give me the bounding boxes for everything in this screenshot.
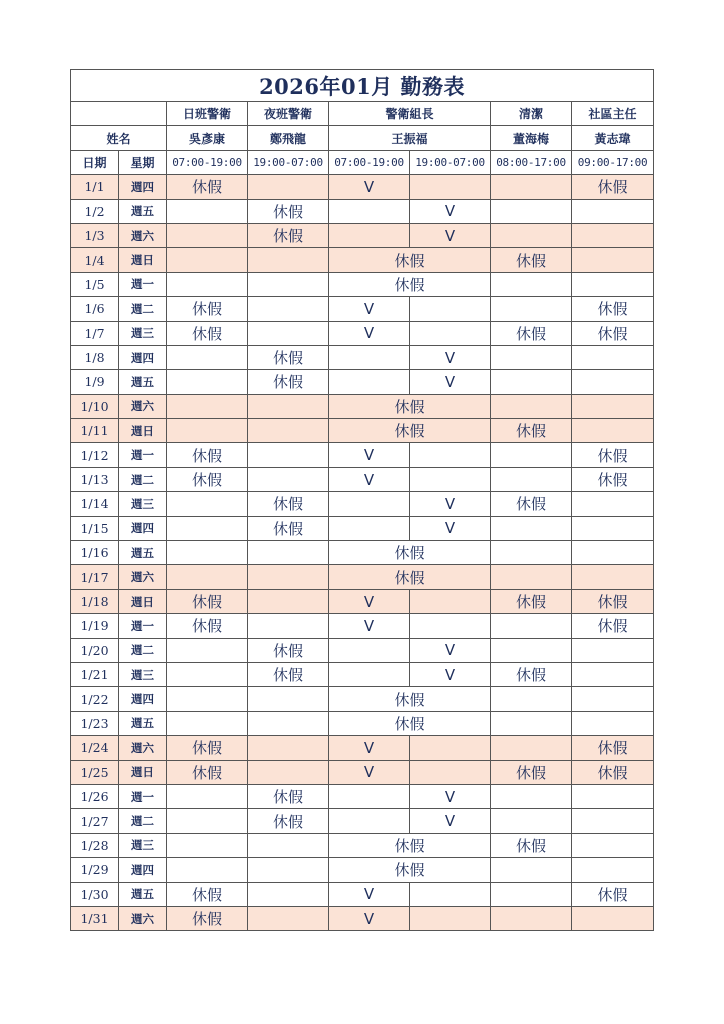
cleaning-cell bbox=[491, 858, 572, 882]
weekday-cell: 週五 bbox=[119, 882, 167, 906]
night-guard-hours: 19:00-07:00 bbox=[248, 150, 329, 174]
manager-cell bbox=[572, 541, 654, 565]
cleaning-cell bbox=[491, 345, 572, 369]
leader-night-duty-cell bbox=[410, 589, 491, 613]
leader-day-duty-cell bbox=[329, 638, 410, 662]
weekday-cell: 週五 bbox=[119, 370, 167, 394]
date-cell: 1/12 bbox=[71, 443, 119, 467]
manager-cell bbox=[572, 272, 654, 296]
weekday-cell: 週六 bbox=[119, 736, 167, 760]
night-guard-cell bbox=[248, 614, 329, 638]
day-guard-cell bbox=[167, 272, 248, 296]
date-cell: 1/20 bbox=[71, 638, 119, 662]
night-guard-cell bbox=[248, 248, 329, 272]
cleaning-cell bbox=[491, 736, 572, 760]
cleaning-cell bbox=[491, 638, 572, 662]
date-cell: 1/22 bbox=[71, 687, 119, 711]
leader-night-duty-cell bbox=[410, 760, 491, 784]
day-guard-cell bbox=[167, 419, 248, 443]
cleaning-cell bbox=[491, 614, 572, 638]
leader-night-duty-cell: V bbox=[410, 662, 491, 686]
manager-cell bbox=[572, 784, 654, 808]
guard-leader-leave-cell: 休假 bbox=[329, 419, 491, 443]
day-guard-hours: 07:00-19:00 bbox=[167, 150, 248, 174]
weekday-cell: 週二 bbox=[119, 809, 167, 833]
manager-cell: 休假 bbox=[572, 736, 654, 760]
leader-day-duty-cell: V bbox=[329, 175, 410, 199]
leader-day-duty-cell: V bbox=[329, 321, 410, 345]
manager-cell bbox=[572, 370, 654, 394]
date-cell: 1/13 bbox=[71, 467, 119, 491]
cleaning-cell bbox=[491, 223, 572, 247]
role-cleaning: 清潔 bbox=[491, 102, 572, 126]
manager-cell bbox=[572, 394, 654, 418]
date-cell: 1/19 bbox=[71, 614, 119, 638]
date-cell: 1/6 bbox=[71, 297, 119, 321]
cleaning-cell bbox=[491, 784, 572, 808]
guard-leader-leave-cell: 休假 bbox=[329, 394, 491, 418]
leader-day-duty-cell bbox=[329, 492, 410, 516]
leader-night-duty-cell: V bbox=[410, 784, 491, 808]
names-label: 姓名 bbox=[71, 126, 167, 150]
table-row bbox=[71, 541, 654, 565]
leader-day-duty-cell bbox=[329, 809, 410, 833]
leader-night-duty-cell bbox=[410, 443, 491, 467]
duty-roster-sheet bbox=[70, 69, 653, 931]
cleaning-cell bbox=[491, 297, 572, 321]
date-cell: 1/27 bbox=[71, 809, 119, 833]
table-row bbox=[71, 662, 654, 686]
date-cell: 1/30 bbox=[71, 882, 119, 906]
table-row bbox=[71, 736, 654, 760]
manager-cell: 休假 bbox=[572, 443, 654, 467]
manager-cell bbox=[572, 565, 654, 589]
table-row bbox=[71, 199, 654, 223]
manager-cell bbox=[572, 662, 654, 686]
cleaning-cell: 休假 bbox=[491, 833, 572, 857]
date-cell: 1/2 bbox=[71, 199, 119, 223]
weekday-cell: 週三 bbox=[119, 492, 167, 516]
leader-night-duty-cell: V bbox=[410, 638, 491, 662]
night-guard-cell: 休假 bbox=[248, 516, 329, 540]
role-guard-leader: 警衛組長 bbox=[329, 102, 491, 126]
leader-day-duty-cell: V bbox=[329, 589, 410, 613]
manager-cell bbox=[572, 199, 654, 223]
role-night-guard: 夜班警衛 bbox=[248, 102, 329, 126]
table-row bbox=[71, 760, 654, 784]
date-header: 日期 bbox=[71, 150, 119, 174]
cleaning-cell bbox=[491, 370, 572, 394]
day-guard-cell bbox=[167, 199, 248, 223]
night-guard-cell: 休假 bbox=[248, 199, 329, 223]
date-cell: 1/14 bbox=[71, 492, 119, 516]
title-row bbox=[71, 70, 654, 102]
table-row bbox=[71, 858, 654, 882]
leader-night-duty-cell: V bbox=[410, 809, 491, 833]
cleaning-cell bbox=[491, 809, 572, 833]
cleaning-cell bbox=[491, 272, 572, 296]
day-guard-cell bbox=[167, 516, 248, 540]
leader-night-duty-cell: V bbox=[410, 345, 491, 369]
date-cell: 1/10 bbox=[71, 394, 119, 418]
weekday-cell: 週四 bbox=[119, 345, 167, 369]
guard-leader-leave-cell: 休假 bbox=[329, 687, 491, 711]
cleaning-cell bbox=[491, 906, 572, 930]
role-blank-cell bbox=[71, 102, 167, 126]
date-cell: 1/1 bbox=[71, 175, 119, 199]
leader-day-duty-cell bbox=[329, 199, 410, 223]
day-guard-cell bbox=[167, 638, 248, 662]
guard-leader-leave-cell: 休假 bbox=[329, 565, 491, 589]
table-row bbox=[71, 175, 654, 199]
date-cell: 1/18 bbox=[71, 589, 119, 613]
leader-night-duty-cell bbox=[410, 467, 491, 491]
night-guard-cell: 休假 bbox=[248, 809, 329, 833]
leader-night-duty-cell: V bbox=[410, 223, 491, 247]
night-guard-cell bbox=[248, 565, 329, 589]
weekday-cell: 週六 bbox=[119, 565, 167, 589]
weekday-cell: 週日 bbox=[119, 589, 167, 613]
manager-cell: 休假 bbox=[572, 760, 654, 784]
manager-cell bbox=[572, 516, 654, 540]
date-cell: 1/9 bbox=[71, 370, 119, 394]
day-guard-cell bbox=[167, 662, 248, 686]
leader-night-duty-cell bbox=[410, 614, 491, 638]
date-cell: 1/7 bbox=[71, 321, 119, 345]
weekday-cell: 週四 bbox=[119, 687, 167, 711]
night-guard-cell bbox=[248, 175, 329, 199]
date-cell: 1/26 bbox=[71, 784, 119, 808]
date-cell: 1/21 bbox=[71, 662, 119, 686]
cleaning-cell bbox=[491, 882, 572, 906]
weekday-cell: 週一 bbox=[119, 272, 167, 296]
leader-day-duty-cell: V bbox=[329, 906, 410, 930]
day-guard-cell bbox=[167, 833, 248, 857]
day-guard-cell bbox=[167, 858, 248, 882]
table-row bbox=[71, 345, 654, 369]
cleaning-cell bbox=[491, 467, 572, 491]
leader-night-duty-cell bbox=[410, 906, 491, 930]
night-guard-cell: 休假 bbox=[248, 345, 329, 369]
day-guard-cell: 休假 bbox=[167, 906, 248, 930]
night-guard-cell bbox=[248, 906, 329, 930]
day-guard-cell: 休假 bbox=[167, 882, 248, 906]
leader-day-duty-cell bbox=[329, 370, 410, 394]
table-row bbox=[71, 687, 654, 711]
date-cell: 1/8 bbox=[71, 345, 119, 369]
manager-cell bbox=[572, 687, 654, 711]
night-guard-cell bbox=[248, 443, 329, 467]
table-row bbox=[71, 443, 654, 467]
night-guard-cell bbox=[248, 272, 329, 296]
name-manager: 黃志瑋 bbox=[572, 126, 654, 150]
table-row bbox=[71, 419, 654, 443]
leader-day-duty-cell bbox=[329, 516, 410, 540]
night-guard-cell bbox=[248, 321, 329, 345]
weekday-cell: 週五 bbox=[119, 711, 167, 735]
date-cell: 1/24 bbox=[71, 736, 119, 760]
weekday-cell: 週三 bbox=[119, 833, 167, 857]
night-guard-cell: 休假 bbox=[248, 662, 329, 686]
date-cell: 1/4 bbox=[71, 248, 119, 272]
weekday-cell: 週六 bbox=[119, 394, 167, 418]
name-guard-leader: 王振福 bbox=[329, 126, 491, 150]
cleaning-cell: 休假 bbox=[491, 419, 572, 443]
weekday-cell: 週三 bbox=[119, 321, 167, 345]
cleaning-cell: 休假 bbox=[491, 321, 572, 345]
manager-cell: 休假 bbox=[572, 175, 654, 199]
weekday-cell: 週一 bbox=[119, 784, 167, 808]
guard-leader-leave-cell: 休假 bbox=[329, 248, 491, 272]
cleaning-cell bbox=[491, 565, 572, 589]
table-row bbox=[71, 492, 654, 516]
table-row bbox=[71, 565, 654, 589]
leader-night-duty-cell: V bbox=[410, 492, 491, 516]
cleaning-cell bbox=[491, 516, 572, 540]
table-row bbox=[71, 223, 654, 247]
date-cell: 1/23 bbox=[71, 711, 119, 735]
weekday-cell: 週五 bbox=[119, 541, 167, 565]
day-guard-cell: 休假 bbox=[167, 736, 248, 760]
manager-cell bbox=[572, 492, 654, 516]
leader-day-hours: 07:00-19:00 bbox=[329, 150, 410, 174]
manager-cell bbox=[572, 638, 654, 662]
weekday-cell: 週五 bbox=[119, 199, 167, 223]
day-guard-cell: 休假 bbox=[167, 760, 248, 784]
leader-night-duty-cell: V bbox=[410, 516, 491, 540]
weekday-cell: 週一 bbox=[119, 614, 167, 638]
day-guard-cell: 休假 bbox=[167, 467, 248, 491]
weekday-header: 星期 bbox=[119, 150, 167, 174]
name-row bbox=[71, 126, 654, 150]
weekday-cell: 週六 bbox=[119, 223, 167, 247]
weekday-cell: 週日 bbox=[119, 760, 167, 784]
weekday-cell: 週六 bbox=[119, 906, 167, 930]
leader-day-duty-cell: V bbox=[329, 736, 410, 760]
day-guard-cell: 休假 bbox=[167, 321, 248, 345]
weekday-cell: 週二 bbox=[119, 467, 167, 491]
cleaning-cell: 休假 bbox=[491, 760, 572, 784]
leader-day-duty-cell: V bbox=[329, 443, 410, 467]
manager-cell bbox=[572, 248, 654, 272]
cleaning-hours: 08:00-17:00 bbox=[491, 150, 572, 174]
manager-cell bbox=[572, 345, 654, 369]
table-row bbox=[71, 906, 654, 930]
manager-cell: 休假 bbox=[572, 467, 654, 491]
day-guard-cell bbox=[167, 223, 248, 247]
leader-night-duty-cell bbox=[410, 175, 491, 199]
manager-cell bbox=[572, 809, 654, 833]
date-cell: 1/29 bbox=[71, 858, 119, 882]
role-manager: 社區主任 bbox=[572, 102, 654, 126]
manager-cell: 休假 bbox=[572, 882, 654, 906]
night-guard-cell bbox=[248, 711, 329, 735]
night-guard-cell: 休假 bbox=[248, 370, 329, 394]
manager-cell bbox=[572, 419, 654, 443]
cleaning-cell: 休假 bbox=[491, 248, 572, 272]
manager-cell bbox=[572, 833, 654, 857]
day-guard-cell: 休假 bbox=[167, 297, 248, 321]
cleaning-cell bbox=[491, 687, 572, 711]
duty-roster-table bbox=[70, 69, 654, 931]
table-row bbox=[71, 589, 654, 613]
role-day-guard: 日班警衛 bbox=[167, 102, 248, 126]
cleaning-cell bbox=[491, 394, 572, 418]
weekday-cell: 週二 bbox=[119, 297, 167, 321]
leader-day-duty-cell: V bbox=[329, 467, 410, 491]
table-row bbox=[71, 882, 654, 906]
table-row bbox=[71, 809, 654, 833]
column-header-row bbox=[71, 150, 654, 174]
leader-day-duty-cell: V bbox=[329, 614, 410, 638]
table-row bbox=[71, 370, 654, 394]
table-row bbox=[71, 394, 654, 418]
manager-cell bbox=[572, 906, 654, 930]
night-guard-cell bbox=[248, 882, 329, 906]
name-night-guard: 鄭飛龍 bbox=[248, 126, 329, 150]
manager-cell bbox=[572, 223, 654, 247]
date-cell: 1/28 bbox=[71, 833, 119, 857]
leader-night-duty-cell bbox=[410, 882, 491, 906]
leader-day-duty-cell bbox=[329, 345, 410, 369]
night-guard-cell bbox=[248, 687, 329, 711]
role-row bbox=[71, 102, 654, 126]
day-guard-cell bbox=[167, 345, 248, 369]
day-guard-cell bbox=[167, 784, 248, 808]
manager-cell bbox=[572, 858, 654, 882]
night-guard-cell bbox=[248, 541, 329, 565]
weekday-cell: 週三 bbox=[119, 662, 167, 686]
date-cell: 1/16 bbox=[71, 541, 119, 565]
cleaning-cell bbox=[491, 541, 572, 565]
table-row bbox=[71, 614, 654, 638]
day-guard-cell bbox=[167, 394, 248, 418]
night-guard-cell bbox=[248, 760, 329, 784]
day-guard-cell bbox=[167, 492, 248, 516]
date-cell: 1/3 bbox=[71, 223, 119, 247]
day-guard-cell bbox=[167, 809, 248, 833]
weekday-cell: 週一 bbox=[119, 443, 167, 467]
manager-cell: 休假 bbox=[572, 614, 654, 638]
night-guard-cell bbox=[248, 858, 329, 882]
night-guard-cell bbox=[248, 589, 329, 613]
cleaning-cell: 休假 bbox=[491, 492, 572, 516]
leader-day-duty-cell bbox=[329, 662, 410, 686]
leader-day-duty-cell: V bbox=[329, 760, 410, 784]
night-guard-cell bbox=[248, 833, 329, 857]
day-guard-cell: 休假 bbox=[167, 443, 248, 467]
cleaning-cell bbox=[491, 711, 572, 735]
leader-day-duty-cell: V bbox=[329, 297, 410, 321]
leader-night-duty-cell bbox=[410, 321, 491, 345]
night-guard-cell bbox=[248, 297, 329, 321]
cleaning-cell: 休假 bbox=[491, 662, 572, 686]
night-guard-cell: 休假 bbox=[248, 223, 329, 247]
weekday-cell: 週日 bbox=[119, 248, 167, 272]
cleaning-cell: 休假 bbox=[491, 589, 572, 613]
day-guard-cell bbox=[167, 687, 248, 711]
day-guard-cell bbox=[167, 370, 248, 394]
table-row bbox=[71, 516, 654, 540]
day-guard-cell: 休假 bbox=[167, 175, 248, 199]
guard-leader-leave-cell: 休假 bbox=[329, 858, 491, 882]
weekday-cell: 週二 bbox=[119, 638, 167, 662]
night-guard-cell bbox=[248, 419, 329, 443]
night-guard-cell bbox=[248, 736, 329, 760]
cleaning-cell bbox=[491, 443, 572, 467]
day-guard-cell: 休假 bbox=[167, 589, 248, 613]
leader-night-duty-cell bbox=[410, 297, 491, 321]
leader-night-hours: 19:00-07:00 bbox=[410, 150, 491, 174]
date-cell: 1/31 bbox=[71, 906, 119, 930]
date-cell: 1/11 bbox=[71, 419, 119, 443]
night-guard-cell: 休假 bbox=[248, 492, 329, 516]
table-row bbox=[71, 321, 654, 345]
leader-night-duty-cell bbox=[410, 736, 491, 760]
table-row bbox=[71, 638, 654, 662]
weekday-cell: 週四 bbox=[119, 516, 167, 540]
night-guard-cell: 休假 bbox=[248, 638, 329, 662]
date-cell: 1/25 bbox=[71, 760, 119, 784]
leader-night-duty-cell: V bbox=[410, 370, 491, 394]
day-guard-cell bbox=[167, 248, 248, 272]
leader-night-duty-cell: V bbox=[410, 199, 491, 223]
leader-day-duty-cell bbox=[329, 223, 410, 247]
manager-cell bbox=[572, 711, 654, 735]
table-row bbox=[71, 711, 654, 735]
day-guard-cell bbox=[167, 565, 248, 589]
manager-hours: 09:00-17:00 bbox=[572, 150, 654, 174]
name-cleaning: 董海梅 bbox=[491, 126, 572, 150]
day-guard-cell bbox=[167, 541, 248, 565]
table-row bbox=[71, 784, 654, 808]
leader-day-duty-cell: V bbox=[329, 882, 410, 906]
weekday-cell: 週四 bbox=[119, 858, 167, 882]
guard-leader-leave-cell: 休假 bbox=[329, 833, 491, 857]
night-guard-cell bbox=[248, 467, 329, 491]
manager-cell: 休假 bbox=[572, 297, 654, 321]
manager-cell: 休假 bbox=[572, 321, 654, 345]
date-cell: 1/17 bbox=[71, 565, 119, 589]
guard-leader-leave-cell: 休假 bbox=[329, 272, 491, 296]
date-cell: 1/15 bbox=[71, 516, 119, 540]
day-guard-cell bbox=[167, 711, 248, 735]
night-guard-cell: 休假 bbox=[248, 784, 329, 808]
name-day-guard: 吳彥康 bbox=[167, 126, 248, 150]
table-row bbox=[71, 467, 654, 491]
table-row bbox=[71, 833, 654, 857]
cleaning-cell bbox=[491, 199, 572, 223]
date-cell: 1/5 bbox=[71, 272, 119, 296]
guard-leader-leave-cell: 休假 bbox=[329, 711, 491, 735]
cleaning-cell bbox=[491, 175, 572, 199]
weekday-cell: 週日 bbox=[119, 419, 167, 443]
page-title: 2026年01月 勤務表 bbox=[71, 70, 654, 102]
leader-day-duty-cell bbox=[329, 784, 410, 808]
day-guard-cell: 休假 bbox=[167, 614, 248, 638]
table-row bbox=[71, 248, 654, 272]
manager-cell: 休假 bbox=[572, 589, 654, 613]
table-row bbox=[71, 297, 654, 321]
weekday-cell: 週四 bbox=[119, 175, 167, 199]
table-row bbox=[71, 272, 654, 296]
night-guard-cell bbox=[248, 394, 329, 418]
guard-leader-leave-cell: 休假 bbox=[329, 541, 491, 565]
